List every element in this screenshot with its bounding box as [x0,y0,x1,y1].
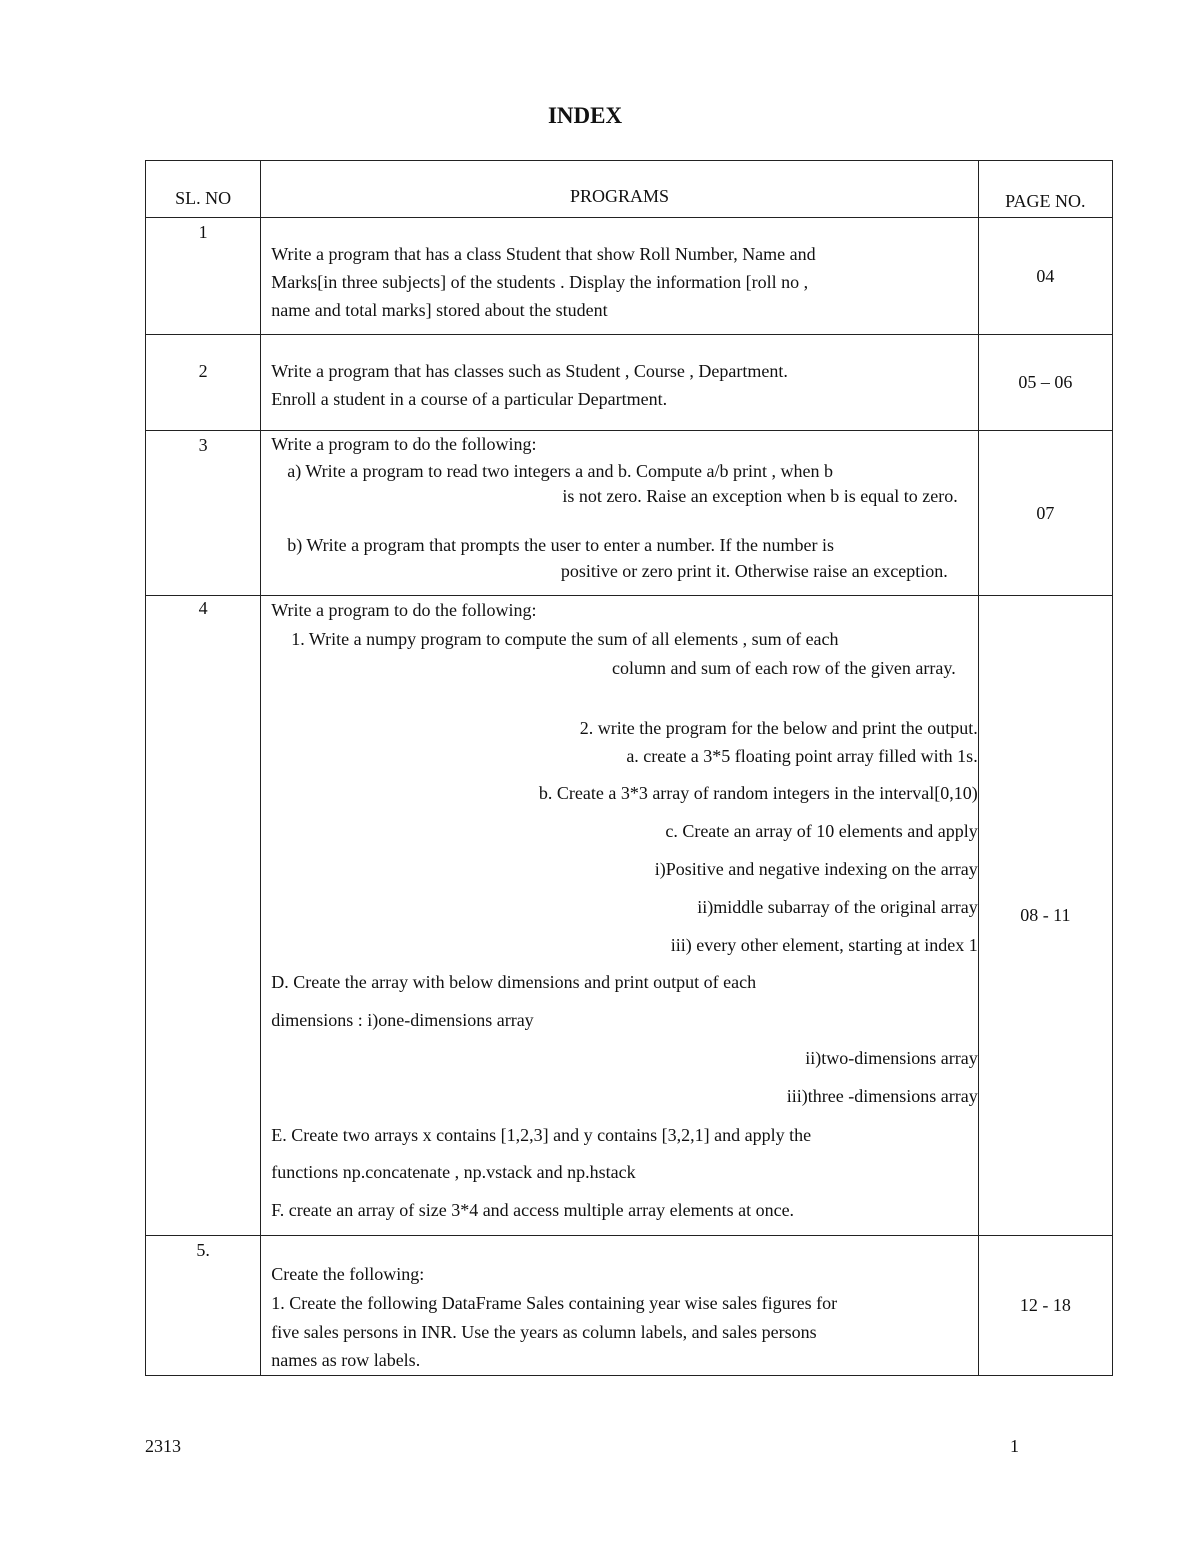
row-sl-no: 4 [146,596,261,1236]
row-program: Write a program that has a class Student that show Roll Number, Name and Marks[in three subjects] of the students . Display the information [roll no , name and total marks] stored about the student [261,218,978,335]
row-page-no: 05 – 06 [978,335,1112,431]
row-page-no: 08 - 11 [978,596,1112,1236]
footer-doc-number: 2313 [145,1436,181,1456]
row-page-no: 07 [978,431,1112,596]
header-sl-no: SL. NO [146,161,261,218]
table-row [146,218,1113,335]
row-sl-no: 2 [146,335,261,431]
table-row [146,335,1113,431]
row-page-no: 04 [978,218,1112,335]
header-page-no: PAGE NO. [978,161,1112,218]
row-program: Write a program that has classes such as Student , Course , Department. Enroll a student in a course of a particular Department. [261,335,978,431]
row-program: Create the following: 1. Create the following DataFrame Sales containing year wise sales figures for five sales persons in INR. Use the years as column labels, and sales persons names as row labels. [261,1236,978,1376]
row-sl-no: 1 [146,218,261,335]
table-header-row [146,161,1113,218]
row-page-no: 12 - 18 [978,1236,1112,1376]
row-program: Write a program to do the following: a) Write a program to read two integers a and b. Compute a/b print , when b is not zero. Raise an exception when b is equal to zero. b) Write a program that prompts the user to enter a number. If the number is positive or zero print it. Otherwise raise an exception. [261,431,978,596]
index-table [145,160,1113,1376]
table-row [146,596,1113,1236]
row-program: Write a program to do the following: 1. Write a numpy program to compute the sum of all elements , sum of each column and sum of each row of the given array. 2. write the program for the below and print the output. a. create a 3*5 floating point array filled with 1s. b. Create a 3*3 array of random integers in the interval[0,10) c. Create an array of 10 elements and apply i)Positive and negative indexing on the array ii)middle subarray of the original array iii) every other element, starting at index 1 D. Create the array with below dimensions and print output of each dimensions : i)one-dimensions array ii)two-dimensions array iii)three -dimensions array E. Create two arrays x contains [1,2,3] and y contains [3,2,1] and apply the functions np.concatenate , np.vstack and np.hstack F. create an array of size 3*4 and access multiple array elements at once. [261,596,978,1236]
row-sl-no: 3 [146,431,261,596]
page-title: INDEX [547,103,623,128]
footer-page-number: 1 [1010,1436,1019,1456]
table-row [146,431,1113,596]
row-sl-no: 5. [146,1236,261,1376]
table-row [146,1236,1113,1376]
header-programs: PROGRAMS [261,161,978,218]
